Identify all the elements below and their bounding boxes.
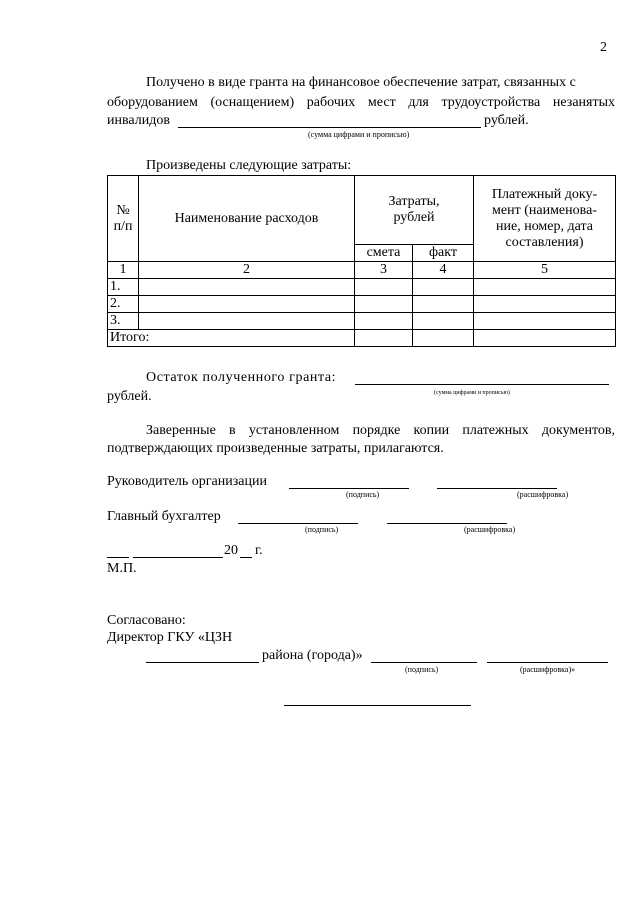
stamp-label: М.П. [107,561,137,576]
remainder-label: Остаток полученного гранта: [146,370,337,385]
table-total-row [108,330,616,347]
date-year-line[interactable] [240,557,252,558]
grant-line-1: Получено в виде гранта на финансовое обеспечение затрат, связанных с [146,75,576,90]
header-doc: Платежный доку- мент (наименова- ние, номер, дата составления) [474,176,616,262]
row-estimate-cell[interactable] [355,296,413,313]
attached-line-1: Заверенные в установленном порядке копии платежных документов, [146,423,615,438]
agreed-label: Согласовано: [107,613,186,628]
accountant-label: Главный бухгалтер [107,509,221,524]
row-estimate-cell[interactable] [355,313,413,330]
head-signature-hint: (подпись) [346,490,380,499]
grant-line-3-start: инвалидов [107,113,170,128]
col-number-2: 2 [139,262,355,279]
row-estimate-cell[interactable] [355,279,413,296]
grant-amount-hint: (сумма цифрами и прописью) [308,130,410,139]
agreed-signature-hint: (подпись) [405,665,439,674]
row-doc-cell[interactable] [474,313,616,330]
date-year-suffix: г. [255,543,263,558]
table-row [108,279,616,296]
accountant-decoding-hint: (расшифровка) [464,525,516,534]
head-decoding-hint: (расшифровка) [517,490,569,499]
expenses-intro: Произведены следующие затраты: [146,158,352,173]
attached-line-2: подтверждающих произведенные затраты, прилагаются. [107,441,444,456]
remainder-amount-hint: (сумма цифрами и прописью) [434,390,510,396]
date-year-prefix: 20 [224,543,238,558]
row-name-cell[interactable] [139,279,355,296]
header-num: № п/п [108,176,139,262]
agreed-district: района (города)» [262,648,363,663]
row-index: 3. [108,313,139,330]
remainder-rubles: рублей. [107,389,152,404]
date-month-line[interactable] [133,557,223,558]
row-fact-cell[interactable] [413,313,474,330]
col-number-4: 4 [413,262,474,279]
head-signature-line[interactable] [289,488,409,489]
table-row [108,313,616,330]
grant-amount-line[interactable] [178,127,481,128]
header-name: Наименование расходов [139,176,355,262]
head-decoding-line[interactable] [437,488,557,489]
grant-line-2: оборудованием (оснащением) рабочих мест для трудоустройства незанятых [107,95,615,110]
head-label: Руководитель организации [107,474,267,489]
accountant-decoding-line[interactable] [387,523,507,524]
agreed-district-line[interactable] [146,662,259,663]
subheader-fact: факт [413,245,474,262]
table-row [108,296,616,313]
bottom-line[interactable] [284,705,471,706]
row-name-cell[interactable] [139,313,355,330]
expenses-table [107,175,616,347]
row-fact-cell[interactable] [413,296,474,313]
total-doc-cell[interactable] [474,330,616,347]
table-column-numbers [108,262,616,279]
date-day-line[interactable] [107,557,129,558]
col-number-3: 3 [355,262,413,279]
grant-line-3-end: рублей. [484,113,529,128]
accountant-signature-hint: (подпись) [305,525,339,534]
page-number: 2 [600,40,607,55]
row-index: 2. [108,296,139,313]
total-fact-cell[interactable] [413,330,474,347]
row-fact-cell[interactable] [413,279,474,296]
col-number-5: 5 [474,262,616,279]
row-doc-cell[interactable] [474,296,616,313]
subheader-estimate: смета [355,245,413,262]
total-estimate-cell[interactable] [355,330,413,347]
remainder-amount-line[interactable] [355,384,609,385]
row-doc-cell[interactable] [474,279,616,296]
col-number-1: 1 [108,262,139,279]
header-cost: Затраты, рублей [355,176,474,245]
agreed-decoding-hint: (расшифровка)» [520,665,576,674]
accountant-signature-line[interactable] [238,523,358,524]
row-name-cell[interactable] [139,296,355,313]
agreed-signature-line[interactable] [371,662,477,663]
row-index: 1. [108,279,139,296]
total-label: Итого: [108,330,355,347]
agreed-director: Директор ГКУ «ЦЗН [107,630,233,645]
table-header-row [108,176,616,245]
